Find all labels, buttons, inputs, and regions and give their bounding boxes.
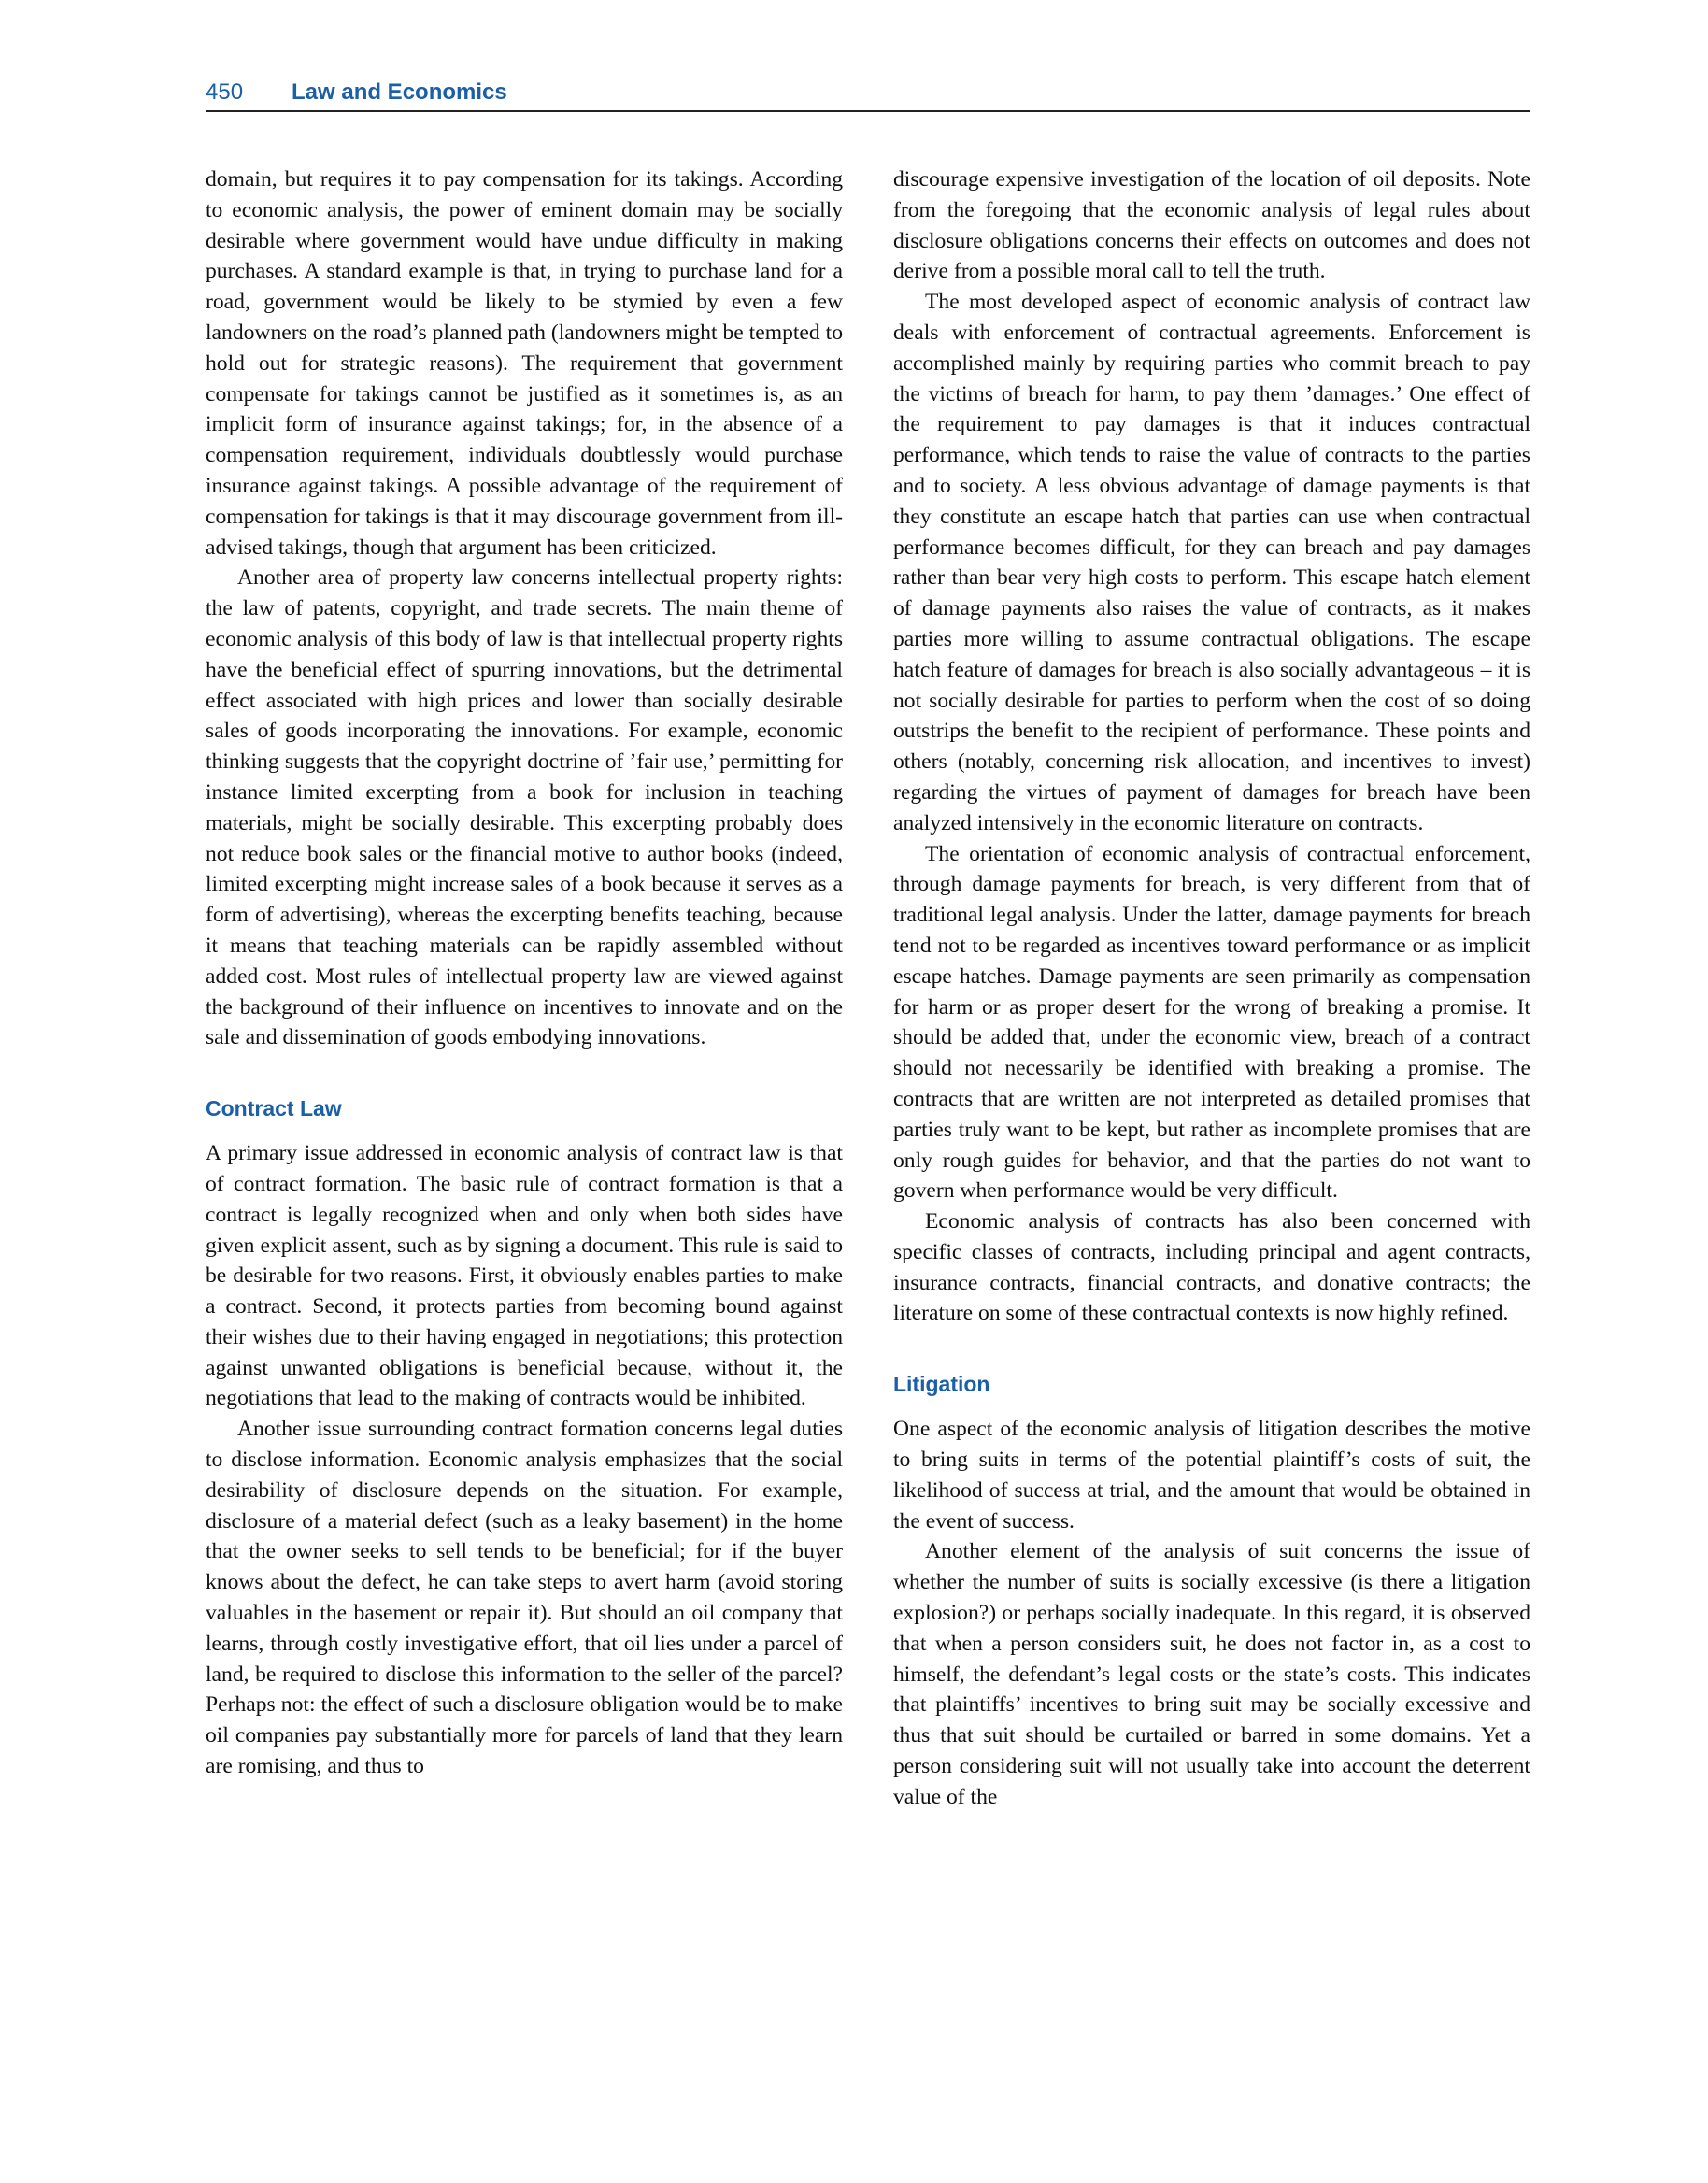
section-heading-litigation: Litigation (893, 1372, 990, 1397)
paragraph: domain, but requires it to pay compensation for its takings. According to economic analysis, the power of eminent domain may be socially desirable where government would have undue difficulty in making purchases. A standard example is that, in trying to purchase land for a road, government would be likely to be stymied by even a few landowners on the road’s planned path (landowners might be tempted to hold out for strategic reasons). The requirement that government compensate for takings cannot be justified as it sometimes is, as an implicit form of insurance against takings; for, in the absence of a compensation requirement, individuals doubtlessly would purchase insurance against takings. A possible advantage of the requirement of compensation for takings is that it may discourage government from ill-advised takings, though that argument has been criticized. (206, 167, 843, 560)
running-title: Law and Economics (292, 79, 507, 105)
paragraph: The orientation of economic analysis of contractual enforcement, through damage payments for breach, is very different from that of traditional legal analysis. Under the latter, damage payments for breach tend not to be regarded as incentives toward performance or as implicit escape hatches. Damage payments are seen primarily as compensation for harm or as proper desert for the wrong of breaking a promise. It should be added that, under the economic view, breach of a contract should not necessarily be identified with breaking a promise. The contracts that are written are not interpreted as detailed promises that parties truly want to be kept, but rather as incomplete promises that are only rough guides for behavior, and that the parties do not want to govern when performance would be very difficult. (893, 841, 1530, 1204)
paragraph: Another area of property law concerns intellectual property rights: the law of patents, copyright, and trade secrets. The main theme of economic analysis of this body of law is that intellectual property rights have the beneficial effect of spurring innovations, but the detrimental effect associated with high prices and lower than socially desirable sales of goods incorporating the innovations. For example, economic thinking suggests that the copyright doctrine of ’fair use,’ permitting for instance limited excerpting from a book for inclusion in teaching materials, might be socially desirable. This excerpting probably does not reduce book sales or the financial motive to author books (indeed, limited excerpting might increase sales of a book because it serves as a form of advertising), whereas the excerpting benefits teaching, because it means that teaching materials can be rapidly assembled without added cost. Most rules of intellectual property law are viewed against the background of their influence on incentives to innovate and on the sale and dissemination of goods embodying innovations. (206, 565, 843, 1050)
paragraph: Another issue surrounding contract formation concerns legal duties to disclose information. Economic analysis emphasizes that the social desirability of disclosure depends on the situation. For example, disclosure of a material defect (such as a leaky basement) in the home that the owner seeks to sell tends to be beneficial; for if the buyer knows about the defect, he can take steps to avert harm (avoid storing valuables in the basement or repair it). But should an oil company that learns, through costly investigative effort, that oil lies under a parcel of land, be required to disclose this information to the seller of the parcel? Perhaps not: the effect of such a disclosure obligation would be to make oil companies pay substantially more for parcels of land that they learn are romising, and thus to (206, 1417, 843, 1779)
paragraph: One aspect of the economic analysis of litigation describes the motive to bring suits in terms of the potential plaintiff’s costs of suit, the likelihood of success at trial, and the amount that would be obtained in the event of success. (893, 1417, 1530, 1534)
paragraph: discourage expensive investigation of the location of oil deposits. Note from the foregoing that the economic analysis of legal rules about disclosure obligations concerns their effects on outcomes and does not derive from a possible moral call to tell the truth. (893, 167, 1530, 284)
left-column (206, 164, 843, 1782)
paragraph: Another element of the analysis of suit concerns the issue of whether the number of suits is socially excessive (is there a litigation explosion?) or perhaps socially inadequate. In this regard, it is observed that when a person considers suit, he does not factor in, as a cost to himself, the defendant’s legal costs or the state’s costs. This indicates that plaintiffs’ incentives to bring suit may be socially excessive and thus that suit should be curtailed or barred in some domains. Yet a person considering suit will not usually take into account the deterrent value of the (893, 1539, 1530, 1809)
page-number: 450 (206, 79, 244, 105)
paragraph: The most developed aspect of economic analysis of contract law deals with enforcement of contractual agreements. Enforcement is accomplished mainly by requiring parties who commit breach to pay the victims of breach for harm, to pay them ’damages.’ One effect of the requirement to pay damages is that it induces contractual performance, which tends to raise the value of contracts to the parties and to society. A less obvious advantage of damage payments is that they constitute an escape hatch that parties can use when contractual performance becomes difficult, for they can breach and pay damages rather than bear very high costs to perform. This escape hatch element of damage payments also raises the value of contracts, as it makes parties more willing to assume contractual obligations. The escape hatch feature of damages for breach is also socially advantageous – it is not socially desirable for parties to perform when the cost of so doing outstrips the benefit to the recipient of performance. These points and others (notably, concerning risk allocation, and incentives to invest) regarding the virtues of payment of damages for breach have been analyzed intensively in the economic literature on contracts. (893, 290, 1530, 835)
paragraph: A primary issue addressed in economic analysis of contract law is that of contract formation. The basic rule of contract formation is that a contract is legally recognized when and only when both sides have given explicit assent, such as by signing a document. This rule is said to be desirable for two reasons. First, it obviously enables parties to make a contract. Second, it protects parties from becoming bound against their wishes due to their having engaged in negotiations; this protection against unwanted obligations is beneficial because, without it, the negotiations that lead to the making of contracts would be inhibited. (206, 1141, 843, 1411)
right-column (893, 164, 1530, 1813)
running-header (206, 77, 1530, 112)
section-heading-contract-law: Contract Law (206, 1096, 342, 1121)
paragraph: Economic analysis of contracts has also been concerned with specific classes of contracts, including principal and agent contracts, insurance contracts, financial contracts, and donative contracts; the literature on some of these contractual contexts is now highly refined. (893, 1209, 1530, 1326)
